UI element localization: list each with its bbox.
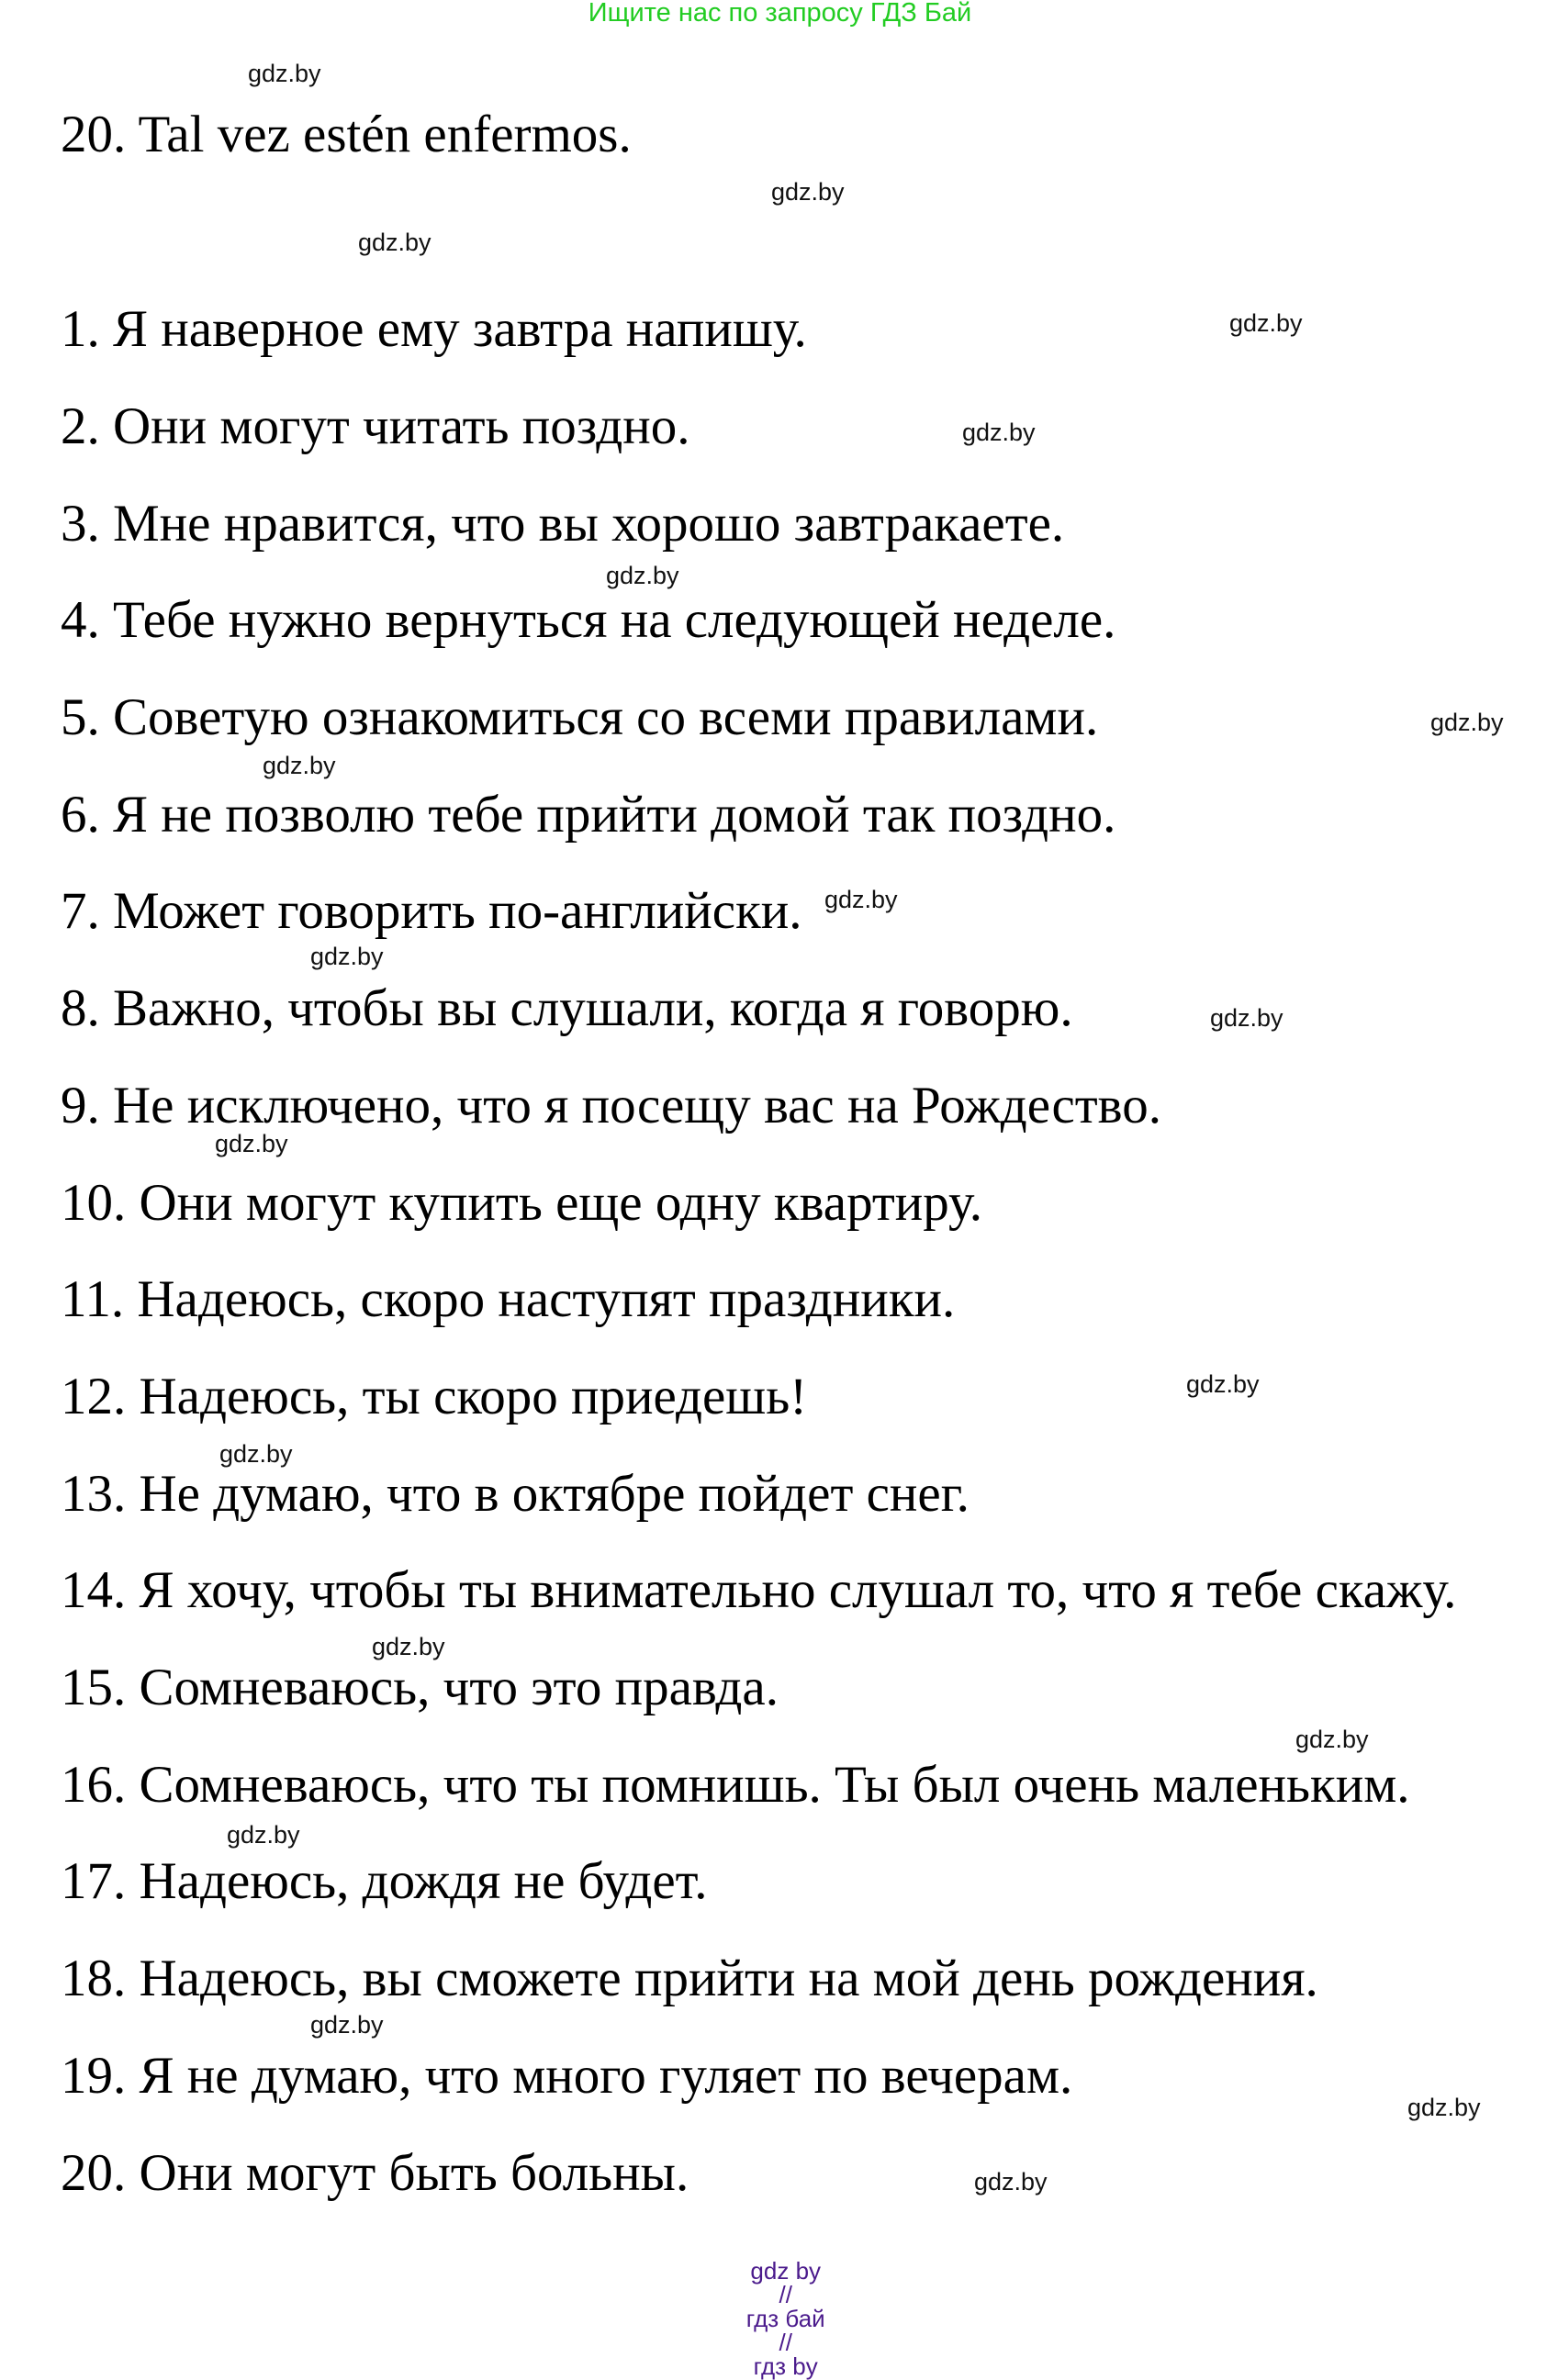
footer-separator: // [779,2329,792,2356]
watermark-gdz-by: gdz.by [1295,1726,1369,1754]
watermark-gdz-by: gdz.by [771,178,845,207]
footer-links [0,2235,1558,2378]
translation-item-20: 20. Они могут быть больны. [61,2143,689,2202]
watermark-gdz-by: gdz.by [962,419,1036,447]
watermark-gdz-by: gdz.by [248,60,321,88]
watermark-gdz-by: gdz.by [310,943,384,971]
watermark-gdz-by: gdz.by [974,2168,1048,2196]
banner-text: Ищите нас по запросу ГДЗ Бай [588,0,972,28]
watermark-gdz-by: gdz.by [263,752,336,780]
translation-item-19: 19. Я не думаю, что много гуляет по вечерам. [61,2046,1073,2105]
translation-item-5: 5. Советую ознакомиться со всеми правилами. [61,688,1099,747]
footer-link-gdz-by-cyr[interactable]: гдз by [753,2352,818,2380]
translation-item-13: 13. Не думаю, что в октябре пойдет снег. [61,1464,970,1523]
watermark-gdz-by: gdz.by [219,1440,293,1469]
footer-link-gdz-by[interactable]: gdz by [750,2257,822,2285]
translation-item-12: 12. Надеюсь, ты скоро приедешь! [61,1367,808,1425]
source-sentence: 20. Tal vez estén enfermos. [61,106,632,164]
translation-item-9: 9. Не исключено, что я посещу вас на Рождество. [61,1076,1161,1134]
watermark-gdz-by: gdz.by [310,2011,384,2039]
watermark-gdz-by: gdz.by [1229,309,1303,338]
translation-item-18: 18. Надеюсь, вы сможете прийти на мой день рождения. [61,1950,1318,2008]
watermark-gdz-by: gdz.by [606,562,679,590]
translation-item-15: 15. Сомневаюсь, что это правда. [61,1659,779,1717]
watermark-gdz-by: gdz.by [824,886,898,914]
watermark-gdz-by: gdz.by [1186,1370,1260,1399]
search-us-banner [0,0,1558,27]
watermark-gdz-by: gdz.by [1210,1004,1283,1033]
footer-separator: // [779,2281,792,2308]
watermark-gdz-by: gdz.by [1407,2094,1481,2122]
translation-item-4: 4. Тебе нужно вернуться на следующей неделе. [61,591,1116,650]
footer-link-gdz-bai[interactable]: гдз бай [745,2305,825,2332]
translation-item-6: 6. Я не позволю тебе прийти домой так поздно. [61,785,1116,844]
translation-item-16: 16. Сомневаюсь, что ты помнишь. Ты был очень маленьким. [61,1755,1410,1814]
translation-item-2: 2. Они могут читать поздно. [61,397,690,455]
translation-item-11: 11. Надеюсь, скоро наступят праздники. [61,1270,956,1329]
translation-item-3: 3. Мне нравится, что вы хорошо завтракаете. [61,494,1065,553]
watermark-gdz-by: gdz.by [358,229,432,257]
watermark-gdz-by: gdz.by [1430,709,1504,737]
translation-item-17: 17. Надеюсь, дождя не будет. [61,1852,708,1911]
watermark-gdz-by: gdz.by [215,1130,288,1158]
watermark-gdz-by: gdz.by [372,1633,445,1661]
translation-item-1: 1. Я наверное ему завтра напишу. [61,300,807,359]
translation-item-7: 7. Может говорить по-английски. [61,882,802,941]
translation-item-10: 10. Они могут купить еще одну квартиру. [61,1173,983,1232]
translation-item-14: 14. Я хочу, чтобы ты внимательно слушал то, что я тебе скажу. [61,1561,1457,1620]
watermark-gdz-by: gdz.by [227,1821,300,1849]
translation-item-8: 8. Важно, чтобы вы слушали, когда я говорю. [61,979,1073,1038]
